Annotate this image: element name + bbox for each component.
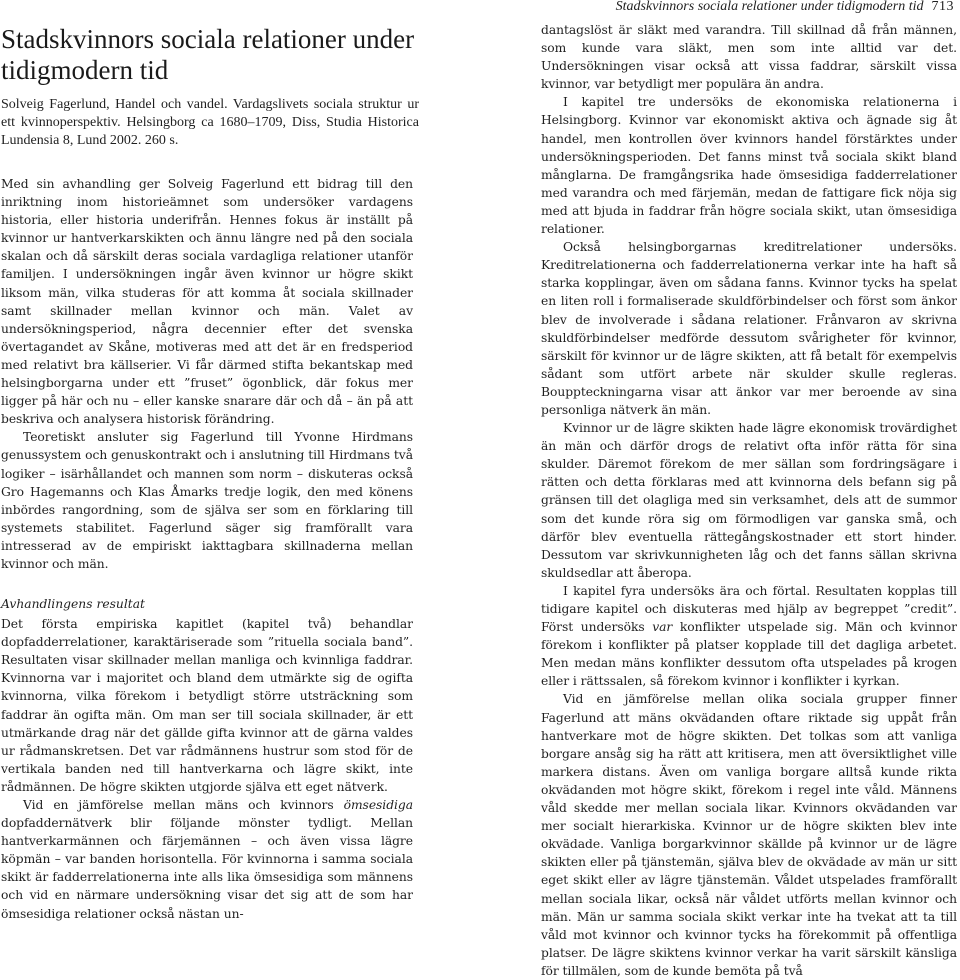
article-title: Stadskvinnors sociala relationer under tidigmodern tid: [1, 24, 415, 85]
running-head-title: Stadskvinnors sociala relationer under tidigmodern tid: [615, 0, 924, 14]
paragraph: Kvinnor ur de lägre skikten hade lägre ekonomisk trovärdighet än män och därför drogs de relativt ofta inför rätta för sina skulder. Däremot förekom de mer sällan som fordringsägare i rätten och detta förklaras med att kvinnorna dels befann sig på gränsen till det olagliga med sin verksamhet, dels att de summor som det kunde röra sig om förmodligen var ganska små, och därför blev eventuella rättegångskostnader ett stort hinder. Dessutom var skrivkunnigheten låg och det fanns sällan skrivna skuldsedlar att åberopa.: [541, 421, 957, 580]
emphasis: var: [652, 620, 673, 635]
text-run: konflikter utspelade sig. Män och kvinnor förekom i konflikter på platser kopplade till det dagliga arbetet. Men medan mäns konflikter dessutom ofta utspelades på krogen eller i rättssalen, så förekom kvinnor i konflikter i kyrkan.: [541, 620, 957, 689]
paragraph: Det första empiriska kapitlet (kapitel två) behandlar dopfadderrelationer, karaktäriserade som ”rituella sociala band”. Resultaten visar skillnader mellan manliga och kvinnliga faddrar. Kvinnorna var i majoritet och bland dem utmärkte sig de ogifta kvinnorna, vilka förekom i betydligt större utsträckning som faddrar än ogifta män. Om man ser till sociala skillnader, är ett utmärkande drag när det gällde gifta kvinnor att de gärna valdes ur rådmanskretsen. Det var rådmännens hustrur som stod för de vertikala banden ned till hantverkarna och lägre skikt, inte rådmännen. De högre skikten utgjorde själva ett eget nätverk.: [1, 617, 413, 794]
paragraph: dantagslöst är släkt med varandra. Till skillnad då från männen, som kunde vara släkt, men som inte alltid var det. Undersökningen visar också att vissa faddrar, särskilt vissa kvinnor, var betydligt mer populära än andra.: [541, 23, 957, 92]
text-run: dopfaddernätverk blir följande mönster tydligt. Mellan hantverkarmännen och färjemännen – och även vissa lägre köpmän – var banden horisontella. För kvinnorna i samma sociala skikt är fadderrelationerna inte alls lika ömsesidiga som männens och vid en närmare undersökning visar det sig att de som har ömsesidiga relationer också nästan un-: [1, 816, 413, 921]
paragraph: Också helsingborgarnas kreditrelationer undersöks. Kreditrelationerna och fadderrelationerna verkar inte ha haft så starka kopplingar, även om sådana fanns. Kvinnor tycks ha spelat en liten roll i formaliserade skuldförbindelser och först som änkor blev de involverade i sådana relationer. Frånvaron av skrivna skuldförbindelser medförde dessutom svårigheter för kvinnor, särskilt för kvinnor ur de lägre skikten, att få betalt för exempelvis sådant som utfört arbete när skulder skulle regleras. Bouppteckningarna visar att änkor var mer beroende av sina personliga nätverk än män.: [541, 240, 957, 417]
book-reference: Solveig Fagerlund, Handel och vandel. Vardagslivets sociala struktur ur ett kvinnoperspektiv. Helsingborg ca 1680–1709, Diss, Studia Historica Lundensia 8, Lund 2002. 260 s.: [1, 97, 419, 148]
paragraph: Vid en jämförelse mellan olika sociala grupper finner Fagerlund att mäns okvädanden oftare riktade sig uppåt från hantverkare mot de högre skikten. Det tolkas som att vanliga borgare ansåg sig ha rätt att kritisera, men att översiktlighet ville markera distans. Även om vanliga borgare alltså kunde rikta okvädanden mot högre skikt, förekom i regel inte våld. Männens våld skedde mer mellan sociala likar. Kvinnors okvädanden var mer socialt hierarkiska. Kvinnor ur de högre skikten blev inte okvädade. Vanliga borgarkvinnor skällde på kvinnor ur de lägre skikten eller på tjänstemän, själva blev de okvädade av män ur sitt eget skikt eller av lägre tjänstemän. Våldet utspelades framförallt mellan sociala likar, också när våldet utförts mellan kvinnor och män. Män ur samma sociala skikt verkar inte ha tvekat att ta till våld mot kvinnor och kvinnor tycks ha förekommit på offentliga platser. De lägre skiktens kvinnor verkar ha varit särskilt känsliga för tillmälen, som de kunde bemöta på två: [541, 692, 957, 978]
text-run: Vid en jämförelse mellan mäns och kvinnors: [23, 798, 344, 812]
running-head: [514, 0, 954, 14]
paragraph: Med sin avhandling ger Solveig Fagerlund ett bidrag till den inriktning inom historieämnet som undersöker vardagens historia, eller historia underifrån. Hennes fokus är inställt på kvinnor ur hantverkarskikten och ännu längre ned på den sociala skalan och då särskilt deras sociala vardagliga relationer utanför familjen. I undersökningen ingår även kvinnor ur högre skikt liksom män, vilka studeras för att komma åt sociala skillnader samt skillnader mellan kvinnor och män. Valet av undersökningsperiod, några decennier efter det svenska övertagandet av Skåne, motiveras med att det är en fredsperiod med relativt bra källserier. Vi får därmed stifta bekantskap med helsingborgarna under ett ”fruset” ögonblick, där fokus mer ligger på här och nu – eller kanske snarare där och då – än på att beskriva och analysera historisk förändring.: [1, 177, 413, 427]
right-column: [541, 21, 957, 980]
left-column: [1, 175, 413, 923]
text-run: I kapitel fyra undersöks ära och förtal. Resultaten kopplas till tidigare kapitel och diskuteras med hjälp av begreppet ”credit”. Först undersöks: [541, 583, 957, 635]
section-heading: Avhandlingens resultat: [1, 597, 145, 612]
page-number: 713: [931, 0, 954, 14]
paragraph: I kapitel tre undersöks de ekonomiska relationerna i Helsingborg. Kvinnor var ekonomiskt aktiva och ägnade sig åt handel, men kontrollen över kvinnors handel förstärktes under undersökningsperioden. Det fanns minst två sociala skikt bland månglarna. De framgångsrika hade ömsesidiga fadderrelationer med varandra och med färjemän, medan de fattigare fick nöja sig med att bjuda in faddrar från högre sociala skikt, utan ömsesidiga relationer.: [541, 95, 957, 237]
paragraph: [1, 796, 413, 923]
paragraph: [541, 582, 957, 691]
paragraph: Teoretiskt ansluter sig Fagerlund till Yvonne Hirdmans genussystem och genuskontrakt och i anslutning till Hirdmans två logiker – isärhållandet och mannen som norm – diskuteras också Gro Hagemanns och Klas Åmarks tredje logik, den med könens inbördes rangordning, som de själva ser som en förklaring till systemets stabilitet. Fagerlund säger sig framförallt vara intresserad av de empiriskt iakttagbara skillnaderna mellan kvinnor och män.: [1, 430, 413, 571]
emphasis: ömsesidiga: [343, 798, 413, 812]
